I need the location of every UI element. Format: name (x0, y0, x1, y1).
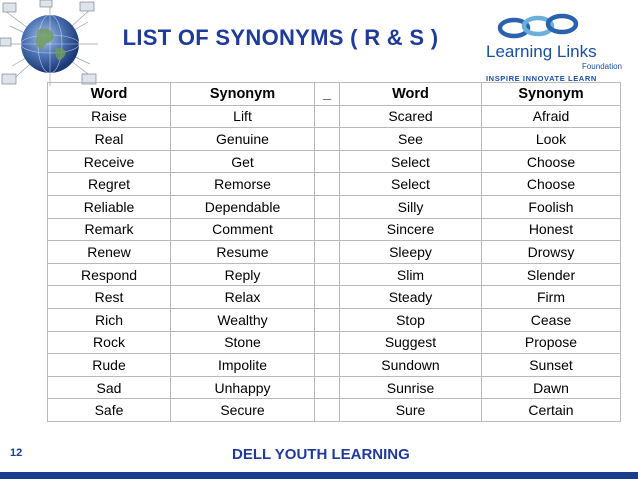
synonym-right-cell: Firm (482, 286, 621, 309)
synonym-left-cell: Genuine (171, 128, 315, 151)
synonym-right-cell: Sunset (482, 354, 621, 377)
word-right-cell: Sunrise (340, 376, 482, 399)
synonym-table (47, 82, 621, 422)
synonym-right-cell: Afraid (482, 105, 621, 128)
synonym-right-cell: Choose (482, 173, 621, 196)
table-row (48, 105, 621, 128)
synonym-left-cell: Dependable (171, 195, 315, 218)
gap-cell (315, 241, 340, 264)
synonym-right-cell: Foolish (482, 195, 621, 218)
page-number: 12 (10, 447, 23, 459)
synonym-left-cell: Lift (171, 105, 315, 128)
gap-cell (315, 354, 340, 377)
word-right-cell: Sure (340, 399, 482, 422)
col-header-word-right: Word (340, 83, 482, 106)
col-header-synonym-left: Synonym (171, 83, 315, 106)
word-right-cell: Sleepy (340, 241, 482, 264)
synonym-left-cell: Get (171, 150, 315, 173)
word-left-cell: Reliable (48, 195, 171, 218)
synonym-right-cell: Honest (482, 218, 621, 241)
learning-links-logo (480, 8, 630, 84)
word-right-cell: Scared (340, 105, 482, 128)
table-row (48, 354, 621, 377)
synonym-left-cell: Impolite (171, 354, 315, 377)
table-row (48, 241, 621, 264)
word-left-cell: Rude (48, 354, 171, 377)
word-right-cell: Silly (340, 195, 482, 218)
gap-cell (315, 173, 340, 196)
chain-links-icon (480, 8, 630, 42)
synonym-left-cell: Secure (171, 399, 315, 422)
table-row (48, 173, 621, 196)
word-left-cell: Sad (48, 376, 171, 399)
word-left-cell: Raise (48, 105, 171, 128)
gap-cell (315, 376, 340, 399)
page-title: LIST OF SYNONYMS ( R & S ) (122, 25, 439, 50)
word-right-cell: Stop (340, 308, 482, 331)
word-right-cell: Select (340, 150, 482, 173)
gap-cell (315, 331, 340, 354)
synonym-left-cell: Relax (171, 286, 315, 309)
gap-cell (315, 218, 340, 241)
table-row (48, 263, 621, 286)
logo-name: Learning Links (486, 42, 597, 61)
word-right-cell: See (340, 128, 482, 151)
table-header-row (48, 83, 621, 106)
gap-cell (315, 195, 340, 218)
synonym-right-cell: Cease (482, 308, 621, 331)
table-row (48, 331, 621, 354)
synonym-right-cell: Drowsy (482, 241, 621, 264)
table-row (48, 308, 621, 331)
synonym-left-cell: Reply (171, 263, 315, 286)
word-left-cell: Renew (48, 241, 171, 264)
word-left-cell: Respond (48, 263, 171, 286)
gap-cell (315, 286, 340, 309)
gap-cell (315, 150, 340, 173)
word-right-cell: Sundown (340, 354, 482, 377)
word-left-cell: Regret (48, 173, 171, 196)
word-right-cell: Sincere (340, 218, 482, 241)
logo-subtitle: Foundation (581, 62, 622, 71)
word-left-cell: Rock (48, 331, 171, 354)
footer-bar (0, 472, 638, 479)
word-right-cell: Suggest (340, 331, 482, 354)
globe-network-icon (0, 0, 100, 88)
word-right-cell: Steady (340, 286, 482, 309)
synonym-left-cell: Unhappy (171, 376, 315, 399)
word-left-cell: Safe (48, 399, 171, 422)
synonym-right-cell: Dawn (482, 376, 621, 399)
footer-label: DELL YOUTH LEARNING (232, 446, 410, 463)
synonym-left-cell: Wealthy (171, 308, 315, 331)
gap-cell (315, 128, 340, 151)
gap-cell (315, 399, 340, 422)
word-left-cell: Real (48, 128, 171, 151)
table-row (48, 128, 621, 151)
synonym-left-cell: Remorse (171, 173, 315, 196)
table-row (48, 195, 621, 218)
table-row (48, 286, 621, 309)
table-row (48, 399, 621, 422)
word-left-cell: Rich (48, 308, 171, 331)
word-left-cell: Rest (48, 286, 171, 309)
col-header-synonym-right: Synonym (482, 83, 621, 106)
table-row (48, 376, 621, 399)
word-left-cell: Receive (48, 150, 171, 173)
word-right-cell: Select (340, 173, 482, 196)
logo-tagline: INSPIRE INNOVATE LEARN (486, 74, 597, 83)
synonym-right-cell: Look (482, 128, 621, 151)
col-header-word-left: Word (48, 83, 171, 106)
word-right-cell: Slim (340, 263, 482, 286)
synonym-left-cell: Comment (171, 218, 315, 241)
synonym-right-cell: Propose (482, 331, 621, 354)
synonym-left-cell: Resume (171, 241, 315, 264)
gap-cell (315, 263, 340, 286)
table-row (48, 218, 621, 241)
synonym-right-cell: Choose (482, 150, 621, 173)
gap-cell (315, 105, 340, 128)
synonym-left-cell: Stone (171, 331, 315, 354)
gap-cell (315, 308, 340, 331)
table-row (48, 150, 621, 173)
col-header-gap: _ (315, 83, 340, 106)
synonym-right-cell: Slender (482, 263, 621, 286)
word-left-cell: Remark (48, 218, 171, 241)
synonym-right-cell: Certain (482, 399, 621, 422)
